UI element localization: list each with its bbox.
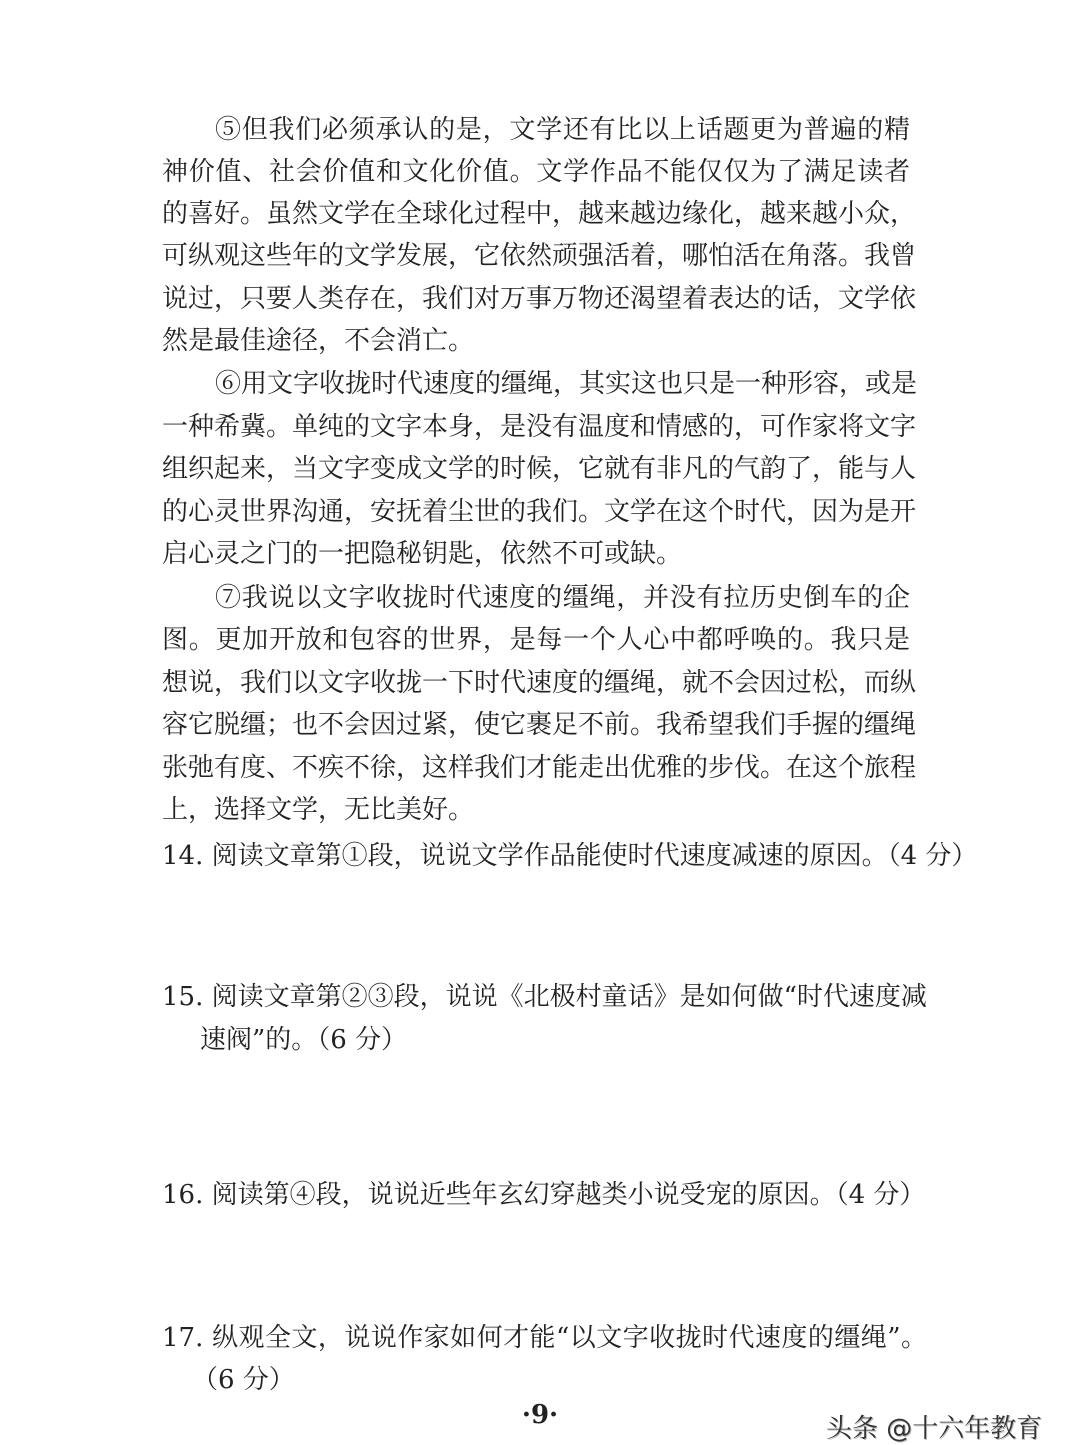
question-text: 17. 纵观全文，说说作家如何才能“以文字收拢时代速度的缰绳”。 [162, 1323, 927, 1353]
text-line: 图。更加开放和包容的世界，是每一个人心中都呼唤的。我只是 [162, 625, 910, 655]
text-line: 然是最佳途径，不会消亡。 [162, 326, 475, 356]
text-line: 想说，我们以文字收拢一下时代速度的缰绳，就不会因过松，而纵 [162, 668, 917, 698]
text-line: 容它脱缰；也不会因过紧，使它裹足不前。我希望我们手握的缰绳 [162, 710, 917, 740]
text-line: 启心灵之门的一把隐秘钥匙，依然不可或缺。 [162, 539, 683, 569]
watermark: 头条 @十六年教育 [826, 1414, 1043, 1444]
question-text: 15. 阅读文章第②③段，说说《北极村童话》是如何做“时代速度减 [162, 982, 927, 1012]
text-line: 可纵观这些年的文学发展，它依然顽强活着，哪怕活在角落。我曾 [162, 241, 917, 271]
text-line: 一种希冀。单纯的文字本身，是没有温度和情感的，可作家将文字 [162, 412, 917, 442]
text-line: ⑤但我们必须承认的是，文学还有比以上话题更为普遍的精 [215, 115, 910, 145]
text-line: 张弛有度、不疾不徐，这样我们才能走出优雅的步伐。在这个旅程 [162, 753, 917, 783]
page-number: ·9· [521, 1400, 559, 1430]
text-line: 上，选择文学，无比美好。 [162, 795, 475, 825]
text-line: 组织起来，当文字变成文学的时候，它就有非凡的气韵了，能与人 [162, 454, 917, 484]
text-line: ⑦我说以文字收拢时代速度的缰绳，并没有拉历史倒车的企 [215, 583, 910, 613]
text-line: 的喜好。虽然文学在全球化过程中，越来越边缘化，越来越小众， [162, 199, 917, 229]
question-text: （6 分） [192, 1365, 295, 1395]
question-text: 16. 阅读第④段，说说近些年玄幻穿越类小说受宠的原因。（4 分） [162, 1180, 926, 1210]
text-line: 神价值、社会价值和文化价值。文学作品不能仅仅为了满足读者 [162, 157, 910, 187]
text-line: ⑥用文字收拢时代速度的缰绳，其实这也只是一种形容，或是 [215, 369, 918, 399]
text-line: 说过，只要人类存在，我们对万事万物还渴望着表达的话，文学依 [162, 284, 917, 314]
question-text: 速阀”的。（6 分） [200, 1025, 408, 1055]
question-text: 14. 阅读文章第①段，说说文学作品能使时代速度减速的原因。（4 分） [162, 841, 978, 871]
text-line: 的心灵世界沟通，安抚着尘世的我们。文学在这个时代，因为是开 [162, 497, 917, 527]
